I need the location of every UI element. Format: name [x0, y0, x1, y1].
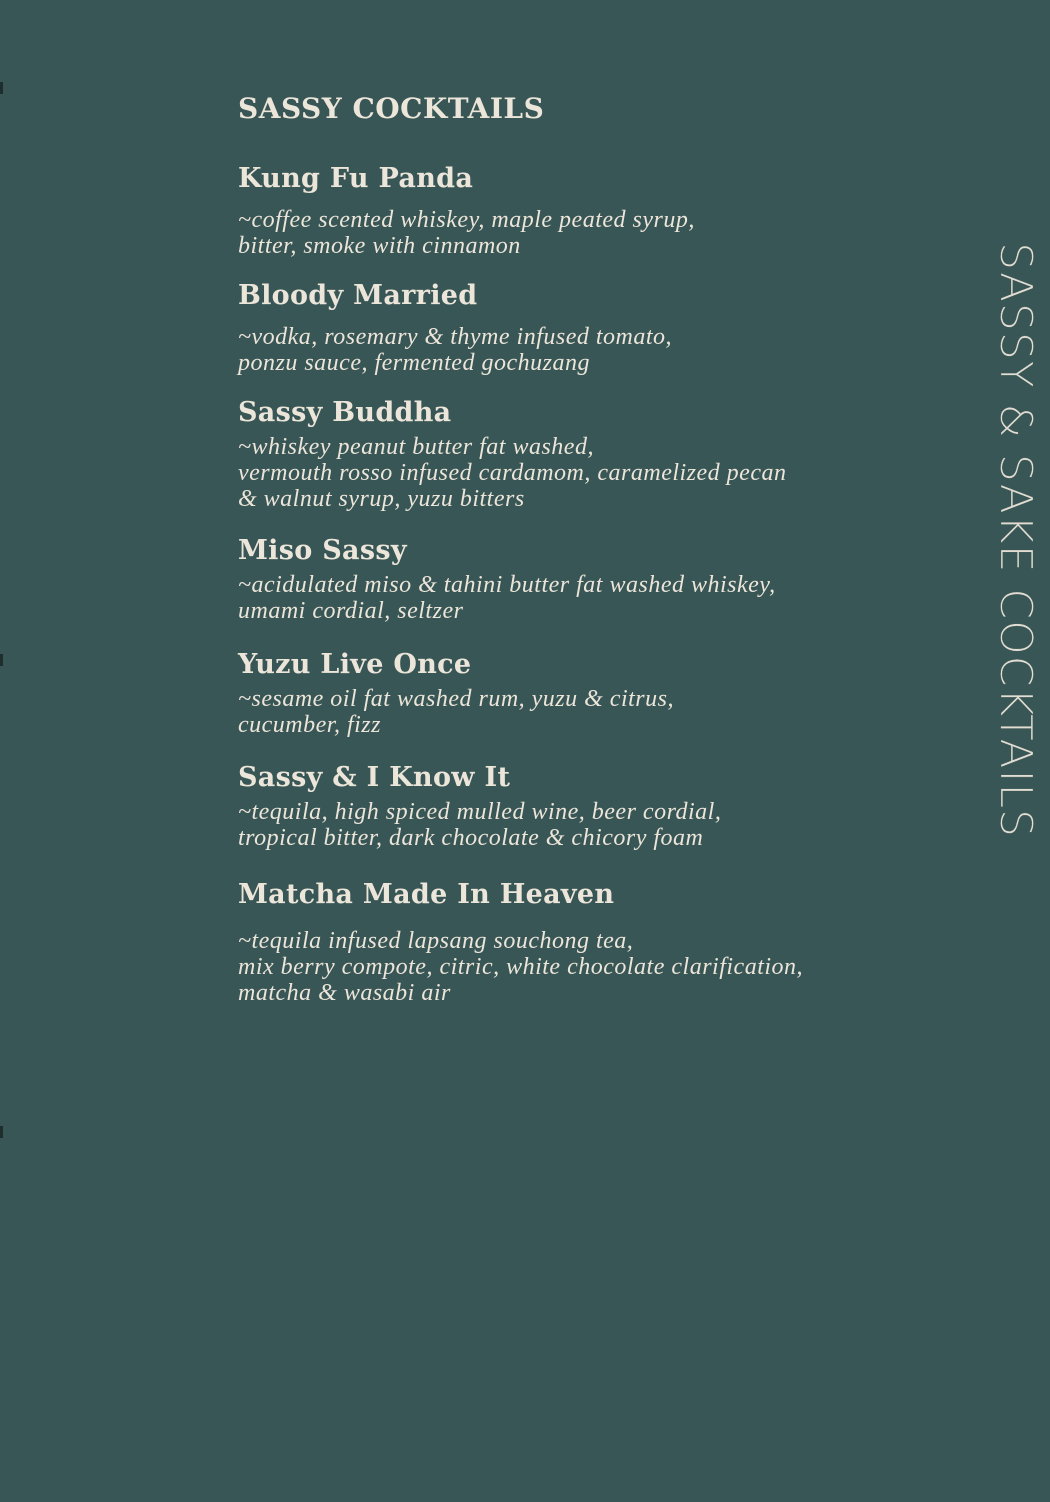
description-line: ~sesame oil fat washed rum, yuzu & citrus,	[238, 686, 674, 712]
menu-item-bloody-married	[238, 279, 878, 376]
description-line: cucumber, fizz	[238, 712, 381, 738]
description-line: ~tequila, high spiced mulled wine, beer cordial,	[238, 799, 722, 825]
description-line: ~whiskey peanut butter fat washed,	[238, 434, 594, 460]
menu-item-name: Yuzu Live Once	[238, 649, 472, 680]
description-line: tropical bitter, dark chocolate & chicory foam	[238, 825, 704, 851]
description-line: umami cordial, seltzer	[238, 598, 464, 624]
menu-item-description	[238, 686, 878, 738]
section-title: SASSY COCKTAILS	[238, 92, 545, 125]
description-line: ponzu sauce, fermented gochuzang	[238, 350, 590, 376]
menu-item-name: Sassy & I Know It	[238, 762, 511, 793]
menu-item-kung-fu-panda	[238, 162, 878, 259]
menu-item-matcha-made-in-heaven	[238, 878, 878, 1006]
menu-item-miso-sassy	[238, 534, 878, 624]
page-edge-mark	[0, 82, 3, 94]
menu-item-description	[238, 928, 878, 1006]
page-edge-mark	[0, 1126, 3, 1138]
menu-item-description	[238, 572, 878, 624]
description-line: vermouth rosso infused cardamom, caramelized pecan	[238, 460, 787, 486]
description-line: ~tequila infused lapsang souchong tea,	[238, 928, 634, 954]
menu-item-name: Miso Sassy	[238, 535, 407, 566]
menu-item-sassy-buddha	[238, 396, 878, 512]
menu-item-name: Kung Fu Panda	[238, 163, 474, 194]
description-line: & walnut syrup, yuzu bitters	[238, 486, 525, 512]
menu-item-description	[238, 324, 878, 376]
menu-item-description	[238, 799, 878, 851]
description-line: ~vodka, rosemary & thyme infused tomato,	[238, 324, 673, 350]
description-line: ~coffee scented whiskey, maple peated syrup,	[238, 207, 695, 233]
page-edge-mark	[0, 654, 3, 666]
menu-item-name: Matcha Made In Heaven	[238, 879, 615, 910]
vertical-side-title: SASSY & SAKE COCKTAILS	[990, 242, 1041, 838]
menu-item-name: Bloody Married	[238, 280, 478, 311]
menu-item-sassy-and-i-know-it	[238, 761, 878, 851]
menu-item-name: Sassy Buddha	[238, 397, 452, 428]
description-line: matcha & wasabi air	[238, 980, 451, 1006]
description-line: ~acidulated miso & tahini butter fat washed whiskey,	[238, 572, 776, 598]
menu-item-yuzu-live-once	[238, 648, 878, 738]
menu-item-description	[238, 434, 878, 512]
description-line: mix berry compote, citric, white chocolate clarification,	[238, 954, 804, 980]
description-line: bitter, smoke with cinnamon	[238, 233, 521, 259]
menu-item-description	[238, 207, 878, 259]
